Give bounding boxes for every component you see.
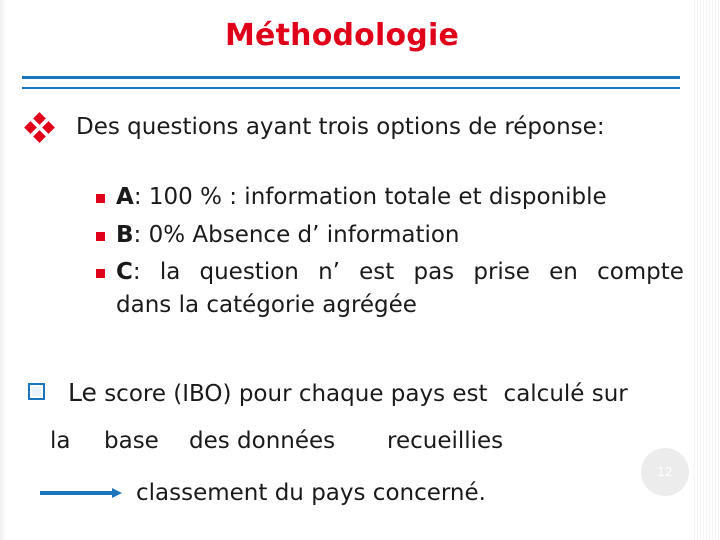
option-letter: B — [116, 222, 134, 248]
diamond-four-icon — [24, 112, 56, 144]
option-c-continuation: dans la catégorie agrégée — [116, 292, 417, 318]
paragraph-word: recueillies — [387, 428, 504, 454]
slide-title: Méthodologie — [225, 18, 459, 53]
slide-right-edge — [694, 0, 720, 540]
paragraph-tail: calculé sur — [503, 381, 628, 407]
title-rule-bottom — [22, 87, 680, 89]
square-bullet-icon — [96, 232, 105, 241]
square-bullet-icon — [96, 194, 105, 203]
paragraph-le: Le — [68, 378, 97, 407]
option-text: : 100 % : information totale et disponible — [133, 184, 607, 210]
option-c-word: compte — [597, 259, 684, 285]
title-rule-top — [22, 76, 680, 79]
paragraph-word: base — [104, 428, 159, 454]
intro-text: Des questions ayant trois options de réponse: — [76, 114, 605, 140]
option-letter: A — [116, 184, 134, 210]
page-number: 12 — [641, 448, 689, 496]
option-c-word: prise — [473, 259, 530, 285]
checkbox-square-icon — [28, 383, 45, 400]
option-c-word: la — [159, 259, 181, 285]
option-c-word: pas — [413, 259, 455, 285]
paragraph-line-1 — [68, 378, 628, 407]
option-letter: C — [116, 259, 133, 285]
option-c-line — [116, 259, 684, 285]
option-c-word: n’ — [318, 259, 340, 285]
paragraph-word: la — [50, 428, 71, 454]
option-text: : 0% Absence d’ information — [133, 222, 460, 248]
option-c-word: C: — [116, 259, 141, 285]
paragraph-word: des données — [189, 428, 336, 454]
paragraph-rest: score (IBO) pour chaque pays est — [104, 381, 488, 407]
option-c-word: est — [359, 259, 395, 285]
square-bullet-icon — [96, 269, 105, 278]
paragraph-line-3: classement du pays concerné. — [136, 480, 486, 506]
option-c-word: en — [549, 259, 578, 285]
slide-left-edge — [0, 0, 6, 540]
arrow-right-icon — [40, 487, 122, 499]
option-c-word: question — [199, 259, 299, 285]
